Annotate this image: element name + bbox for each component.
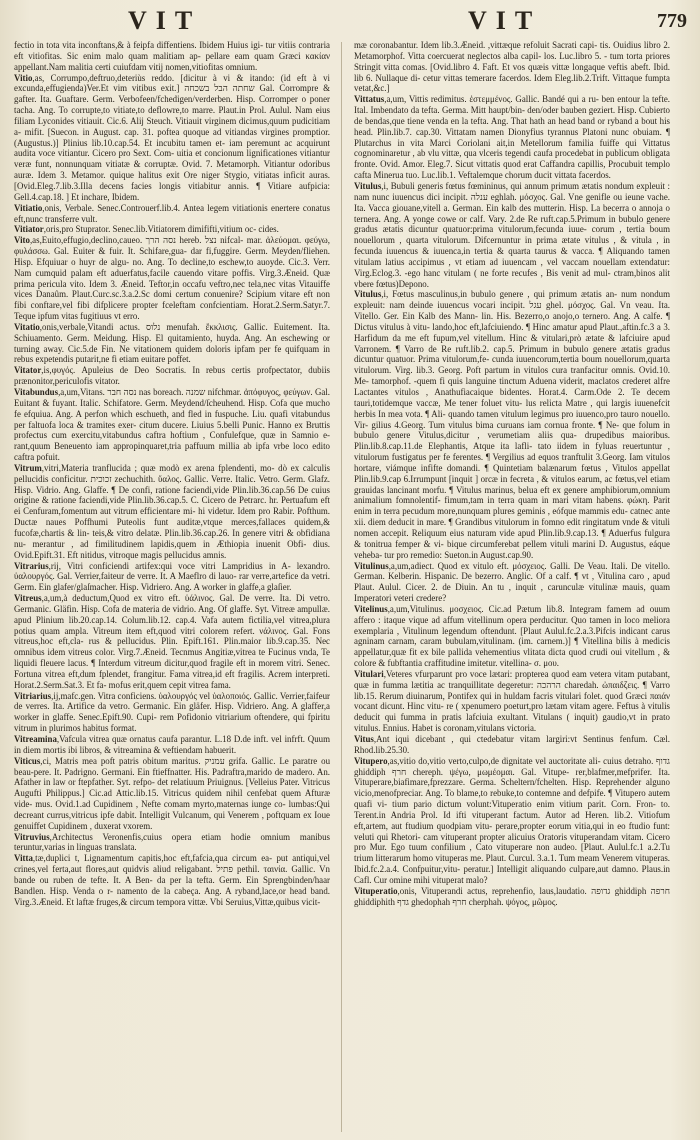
- dictionary-entry: [14, 853, 330, 907]
- entry-text: ,oris,pro Stuprator. Senec.lib.Vitiatorem dimififti,vitium oc- cides.: [43, 224, 279, 235]
- entry-text: ,a,um, Vittis redimitus. ἐστεμμένος. Gallic. Bandé qui a ru- ben entour la tefte. Ital. Imbendato da tefta. Germa. Mitt haupt/bin- den/oder bauben geziert. Hisp. Cubierto de bendas,que tiene venda en la tefta. Ang. That hath an head band or ryband a bout his head. Plin.lib.7. cap.30. Vittatam namen Dionyfius tyrannus Platoni nunc obuiam. ¶ Plutarchus in vita Marci Coriolani ait,in Metellorum familia fuiffe qui Vittatus cognominaretur , ab vlu vittæ, qua vlceris tegendi caufa procedebat in publicum obligata fronte. Ovid. Amor. Eleg.7. Sicut vittatis quod erat Caffandra capillis, Procubuit templo cafta Minerua tuo. Luc.lib.1. Veftalemque chorum ducit vittata facerdos.: [354, 94, 670, 181]
- entry-text: ,as,vitio do,vitio verto,culpo,de dignitate vel auctoritate ali- cuius detraho. גדוף ghiddiph חרף chereph. ψέγω, μωμέομαι. Gal. Vitupe- rer,blafmer,mefprifer. Ita. Vituperare,biafimare,fprezzare. Germa. Scheltern/fchelten. Hisp. Reprehender alguno vicio,menofpreciar. Ang. To blame,to rebuke,to contemne and defpife. ¶ Vitupero autem quafi vi- tium pario dictum volunt:Vituperatio enim vitium parit. Corn. Fron- to. Terent.in Andria Prol. Id ifti vituperant factum. Autor ad Heren. lib.2. Vitiofum eft,artem, aut ftudium quodpiam vitu- perare,propter eorum vitia,qui in eo ftudio funt: veluti qui Rhetori- cam vituperant propter alicuius Oratoris vituperandam vitam. Cicero pro Mur. Ego tuum confilium , Cato vituperare non audeo. [Plaut. Aulul.fc.1 a.2.Tu trium litterarum homo vituperas me. Plaut. Curcul. 3.a.1. Tum meam Venerem vituperas. Ibid.fc.2.a.4. Confpuitur,vitu- peratur.] Intelligit aliquando culpare,aut damno. Plaus.in Cafl. Cur omine mihi vituperat malo?: [354, 755, 670, 885]
- entry-headword: Vitabundus: [14, 387, 59, 397]
- dictionary-entry: [14, 463, 330, 561]
- entry-text: ,rij, Vitri conficiendi artifex:qui voce vitri Lampridius in A- lexandro. ὑαλουργός. Gal. Verrier,faiteur de verre. It. A Maeflro di lauo- rar verre,artefice da vetri. Germ. Ein glafer/glaſmacher. Hisp. Vidriero. Ang. A worker in glaffe,a glaſier.: [14, 560, 330, 593]
- entry-headword: Vitriarius: [14, 690, 52, 701]
- entry-text: ,ci, Matris mea poft patris obitum maritus. עמניק grifa. Gallic. Le paratre ou beau-pere. It. Padrigno. Germani. Ein ftieffnatter. His. Padraftra,marido de madero. An. Afather in law or ftepfather. Syt. refpo- det relatiuum Priuignus. [Velleius Pater. Vitricus Augufti Philippus.] Cic.ad Attic.lib.15. Vitricus quidem nihil cenfebat quem Afturæ vide- mus. Ovid.1.ad Cupidinem , Nefte comam myrto,maternas iunge co- lumbas:Qui decreant currus,vitricus ipfe dabit. Intelligit Vulcanum, qui Venerem , poftquam ex Ioue genuiffet Cupidinem , duxerat vxorem.: [14, 755, 330, 831]
- dictionary-entry: [14, 322, 330, 365]
- dictionary-entry: [14, 756, 330, 832]
- entry-text: ,onis, Vituperandi actus, reprehenfio, laus,laudatio. גדופה ghiddiph חרפה ghiddiphith גדף ghedophah חרף cherphah. ψόγος, μῶμος.: [354, 885, 670, 907]
- entry-text: mæ coronabantur. Idem lib.3.Æneid. ,vittæque refoluit Sacrati capi- tis. Ouidius libro 2. Metamorphof. Vitta coercuerat neglectos alba capil- los. Luc.libro 5. - tum torta priores Stringit vitta comas. [Ovid.libro 4. Faft. Et vos quæis vittæ longaque veftis abeft. Ibid. lib 6. Nullaque di- cetur vittas temerare facerdos. Idem Eleg.lib.2.Trift. Vittaque fumpta vetat,&c.]: [354, 40, 670, 94]
- entry-text: ,vitri,Materia tranflucida ; quæ modò ex arena fplendenti, mo- dò ex calculis pellucidis conficitur. זכוכית zechuchith. ὕαλος. Gallic. Verre. Italic. Vetro. Germ. Glafz. Hisp. Vidrio. Ang. Glaffe. ¶ De confi, ratione faciendi,vide Plin.lib.36.cap.56 De cuius origine & ratione faciendi,vide Plin.lib.36.cap.5. C. Cicero de Petrarc. hr. Pertuafum eft ei Cenfuram,fomentum aut vitrum efficientare mi- hi videtur. Idem pro Rabir. Pofthum. Ductæ naues Poffhumi Puteolis funt auditæ,vtque merces,fallaces quidem,& fucofæ,chartis & lin- teis,& vitro delatæ. Plin.lib.36.cap.26. In genere vitri & obfidiana nu- merantur , ad fimilitudinem lapidis,quem in Æthiopia inuenit Obfi- dius. Ovid.Epift.31. Eft nitidus, vitroque magis pellucidus amnis.: [14, 462, 330, 560]
- entry-text: fectio in tota vita inconftans,& à feipfa diffentiens. Ibidem Huius igi- tur vitiis contraria eft vitiofitas. Sic enim malo quam malitiam ap- pellare eam quam Græci κακίαν appellant.Nam malitia certi cuiufdam vitij nomen,vitiofitas omnium.: [14, 40, 330, 72]
- running-head-left: VIT: [128, 6, 202, 35]
- entry-text: ,Vafcula vitrea quæ ornatus caufa parantur. L.18 D.de inft. vel infrft. Quum in diem mortis ibi libros, & vitreamina & veftiendam habuerit.: [14, 734, 330, 755]
- entry-headword: Vitruvius: [14, 831, 50, 842]
- entry-text: ,Architectus Veronenfis,cuius opera etiam hodie omnium manibus teruntur,varias in linguas translata.: [14, 831, 330, 853]
- entry-text: ,i, Bubuli generis fœtus fœmininus, qui annum primum ætatis nondum expleuit : nam nunc iuuencus dici incipit. ענלה eghlah. μόσχος. Gal. Vne genifle ou ieune vache. Ita. Vacca giouane,vitell a. German. Ein kalb des mutterin. Hisp. La becerra o annoja o ternera. Ang. A yonge cowe or calf. Vary. 2.de Re ruft.cap.5.Primum in bubulo genere gradus ætatis dicuntur quatuor:prima vitulorum,fecunda iuue- corum , tertia boum nouellorum , quarta vitulorum. Difcernuntur in prima ætate vitulus , & vitula , in fecunda iuuencus & iuuenca,in tertia & quarta taurus & vacca. ¶ Aliquando tamen vitulam latius accipimus , vt etiam ad iuuencam , vel vaccam nouellam extendatur: Virg.Eclog.3. -ego hanc vitulam ( ne forte recufes , Bis venit ad mul- ctram,binos alit vbere fœtus)Depono.: [354, 180, 670, 289]
- left-column: [14, 40, 330, 1134]
- entry-headword: Vittatus: [354, 94, 385, 105]
- dictionary-entry: [14, 224, 330, 235]
- entry-headword: Vitulus: [354, 289, 382, 300]
- dictionary-entry: [354, 181, 670, 289]
- column-divider: [341, 42, 342, 1132]
- dictionary-entry: [14, 593, 330, 691]
- dictionary-entry: [14, 235, 330, 322]
- entry-text: ,Ant iqui dicebant , qui ctedebatur vitam largiri:vt Sentinus fenfum. Cæl. Rhod.lib.25.30.: [354, 734, 670, 755]
- entry-headword: Vitiatio: [14, 202, 43, 213]
- dictionary-entry: [14, 40, 330, 73]
- entry-text: ,onis, Verbale. Senec.Controuerf.lib.4. Antea legem vitiationis enertere conatus eft,nunc transferre vult.: [14, 202, 330, 224]
- dictionary-entry: [354, 756, 670, 886]
- dictionary-entry: [14, 561, 330, 594]
- entry-headword: Vitrarius: [14, 560, 49, 571]
- dictionary-entry: [14, 387, 330, 463]
- entry-text: ,a,um,Vitans. נסה חבר nas boreach. שמנה nifchmar. ἀπόφυγος, φεύγων. Gal. Euitant & fuyant. Italic. Schifatore. Germ. Meydend/ſcheuhend. Hisp. Cofa que mucho fe efquiua. Ang. A perfon which eschueth, and fled in fuspuche. Liu. quafi vitabundus per faltuofa loca & tramites exer- citum ducere. Liuius 5.belli Punic. Hanno ex Bruttis profectus cum exercitu,vitabundus caftra hoftium , Confulefque, quæ in Samnio e- rant,quum Beneuento iam appropinquaret,tria paffuum millia ab ipfa vrbe loco edito caftra pofuit.: [14, 387, 330, 463]
- entry-headword: Vitupero: [354, 755, 388, 766]
- entry-headword: Vitulari: [354, 668, 384, 679]
- dictionary-entry: [14, 73, 330, 203]
- dictionary-entry: [14, 365, 330, 387]
- entry-headword: Vitulinus: [354, 560, 389, 571]
- entry-headword: Vitreus: [14, 593, 42, 604]
- dictionary-entry: [354, 886, 670, 908]
- entry-text: ,is,φυγός. Apuleius de Deo Socratis. In rebus certis profpectator, dubiis prænonitor,periculofis vitator.: [14, 365, 330, 387]
- dictionary-entry: [354, 604, 670, 669]
- entry-headword: Vito: [14, 235, 30, 246]
- dictionary-entry: [354, 561, 670, 604]
- entry-text: ,a,um,Vitulinus. μοσχειος. Cic.ad Pætum lib.8. Integram famem ad ouum affero : itaque vique ad affum vitellinum opera perducitur. Quo tamen in loco meliora exemplaria , Vitulinum legendum oftendunt. [Plaut Aulul.fc.2.a.3.Pifcis indicant carus agninam carnam, caram bubulam,vitulinam. (im. carnem.)] ¶ Vitellina bilis à medicis appellatur,quæ fit ex bile pallida vehementius vlitata dicta quod crudi oui vitellum , & colore & fubftantia craffitudine imitetur. vitellina- σ. μου.: [354, 603, 670, 669]
- entry-headword: Vitus: [354, 734, 374, 744]
- dictionary-entry: [14, 734, 330, 756]
- entry-headword: Vitulus: [354, 180, 382, 191]
- page-number: 779: [657, 10, 687, 32]
- entry-headword: Vitrum: [14, 462, 42, 473]
- entry-text: ,onis,verbale,Vitandi actus. נלוס menufah. ἔκκλισις. Gallic. Euitement. Ita. Schiuamento. Germ. Meidung. Hisp. El quitamiento, huyda. Ang. An eschewing or turning away. Cic.5.de Fin. Ne vitationem quidem doloris ipfam per fe quifquam in rebus expetendis putarit,ne fi etiam euitare poffet.: [14, 321, 330, 365]
- entry-text: ,a,um,adiect. Quod ex vitulo eft. μόσχειος. Galli. De Veau. Itali. De vitello. German. Kelberin. Hispanic. De bezerro. Anglic. Of a calf. ¶ vt , Vitulina caro , apud Plaut. Aulul. Cicer. 2. de Diuin. An tu , inquit , carunculæ vitulinæ mauis, quam Imperatori veteri credere?: [354, 560, 670, 604]
- entry-headword: Vitatio: [14, 321, 40, 332]
- entry-headword: Vitiator: [14, 224, 44, 235]
- dictionary-entry: [354, 734, 670, 756]
- entry-headword: Viticus: [14, 755, 41, 766]
- entry-headword: Vitator: [14, 365, 42, 376]
- entry-text: ,Veteres vfurparunt pro voce lætari: propterea quod eam vetera vitam putabant, quæ in fumma lætitia ac tranquillitate degeretur: הרהכה charedah. ὠπαιδζεις. ¶ Varro lib.15. Rerum diuinarum, Pontifex qui in huldam facris vitulari folet. quod Græci παιάν vocant dicunt. Hinc vitu- re ( xpenumero poeturt,pro lætam vitam agere. Feftus à vitulis deducit qui fumma in pratis lafciuia exultant. Vitulans ( inquit) gaudio,vt in prato vitulus. Ennius. Habet is coronam,vitulans victoria.: [354, 668, 670, 734]
- entry-headword: Vitelinus: [354, 603, 388, 614]
- dictionary-entry: [14, 691, 330, 734]
- dictionary-entry: [354, 669, 670, 734]
- entry-headword: Vitta: [14, 853, 33, 864]
- dictionary-entry: [354, 289, 670, 560]
- entry-headword: Vitio: [14, 72, 33, 83]
- entry-text: ,tæ,duplici t, Lignamentum capitis,hoc eft,fafcia,qua circum ea- put antiqui,vel crines,vel ferta,aut flores,aut quidvis aliud religabant. פתיל pethil. ταινία. Gallic. Vn bande ou ruben de tefte. It. A Ben- da per la tefta. Germ. Ein Sprengbinden/haar Bandlen. Hisp. Venda o r- namento de la cabeça. Ang. A ryband,lace,or head band. Virg.3.Æneid. Et laftæ fruges,& circum tempora vittæ. Vbi Seruius,Vittæ,quibus vicit-: [14, 853, 330, 907]
- entry-text: ,as, Corrumpo,deftruo,deteriùs reddo. [dicitur à vi & itando: (id eft à vi excunda,effugienda)Ver.Et vim vitibus exit.] שחתה הבל בשכחה Gal. Corrompre & gafter. Ita. Guaftare. Germ. Verbofeen/fchedigen/verderben. Hisp. Corromper o poner tacha. Ang. To corrupte,to vitiate,to deflowre,to marre. Plaut.in Prol. Aulul. Nam eius filiam Lyconides vitiauit. Cic.6. Alij Steuch. Vitiauit virginem dicimus,quum pudicitiam a- mifit. [Suecon. in August. cap. 31. poftea quoque ad vitiandas virgines promptior.(Augustus.)] Plinius lib.10.cap.54. Et incubitu tamen et- iam peremunt ac acquirunt audita voce vitiantur. Cicero pro Sext. Com- uitia et concionum lignificationes vitiantur veræ funt, nonnunquam vitiatæ & corruptæ. Ovid. 7. Metamorph. Vitiantur odoribus auræ. Idem 3. Metamor. quique halitus exit Ore niger Stygio, vitiatas inficit auras. [Ovid.Eleg.7.lib.3.Illa decens facies longis vitiabitur annis. ¶ Vitiare aufpicia: Gell.4.cap.18. ] Et inchare, Ibidem.: [14, 72, 330, 202]
- entry-text: ,as,Euito,effugio,declino,caueo. נסה הרך hereb. נצל nifcal- mar. ἀλεύομαι. φεύγω, φυλάσσω. Gal. Euiter & fuir. It. Schifare,gua- dar fi,fuggire. Germ. Meyden/fliehen. Hisp. Efquiuar o huyr de algu- no. Ang. To decline,to eschew,to auoyde. Cic.3. Verr. Nam cumquid palam eft aduerfatus,facile cauendo vitare poffis. Virg.3.Æneid. Quæ prima pericula vito. Idem 3. Æneid. Teftor,in occafu veftro,nec tela,nec vitas Vitauiffe vices Danaûm. Plaut.Curc.sc.3.a.2.Sc domi certum conuenire? Scipium vitare eft non fibi conftare,vel fibi difplicere propter fceleftam confcientiam. Horat.2.Serm.Satyr.7. Teque ipfum vitas fugitiuus vt erro.: [14, 235, 330, 322]
- entry-text: ,i, Fœtus masculinus,in bubulo genere , qui primum ætatis an- num nondum expleuit: nam deinde iuuencus vocari incipit. עגל ghel. μόσχος. Gal. Vn veau. Ita. Vitello. Ger. Ein Kalb des Mann- lin. His. Bezerro,o anojo,o ternero. Ang. A calfe. ¶ Dictus vitulus à vitu- lando,hoc eft,lafciuiendo. ¶ Hinc amatur apud Plaut.,aftin.fc.3 a 3. Harfidum da me eft fupum,vel vitellum. Hinc & vitulari,prò ætate & lafciuire apud Varronem. ¶ Varro de Re ruft.lib.2. cap.5. Primum in bubulo genere ætatis gradus dicuntur quatuor. Prima vitulorum,fe- cunda iuuencorum,tertia boum nouellorum,quarta vitulorum. Virg. lib.3. Georg. Poft partum in vitulos cura tranfacitur omnis. Ovid.10. Me- tamorphof. -quem fi quis languine tinctum Aduena viderit, maclatos crederet alfre Lactantes vitulos , Anathufiacaique bidentes. Horat.4. Carm.Ode 2. Te decem tauri,totidemque vaccæ, Me tener foluet vitu- lus relicta Matre , qui largis iuuenefcit herbis In mea vota. ¶ Ali- quando tamen vitulum legimus pro iuuenco,pro tauro nouello. Vir- gilius 4.Georg. Tum vitulus bima curuans iam cornua fronte. ¶ Ne- que folum in bubulo genere Vitulus,dicitur , verumetiam aliis qua- drupedibus maioribus. Plin.lib.8.cap.11.de Elephantis, Atque ita lafli- tato iidem in fyluas reuertuntur , vitulorum fustigatus per fe ferentes. ¶ Vergilius ad equos tranftulit 3.Georg. Iam vitulos hortare, viámque infifte domandi. ¶ Quintetiam balænarum fœtus , Vitulos appellat Plin.lib.9.cap 6.Irrumpunt [inquit ] orcæ in fecreta , & vitulos earum, ac fœtus,vel etiam grauidas lancinant morfu. ¶ Vitulus marinus, belua eft ex genere amphibiorum,omnium animalium fomnolentif- fimum,tam in terra quam in mari vitam habens. φώκη. Parit enim in terra pecudum more,nunquam plures geminis , eófque mammis edu- catnec ante xii. diem deducit in mare. ¶ Grandibus vitulorum in fomno edit ringitatum vnde & vituli nomen accepit. Reliquum eius naturam vide apud Plin.lib.9.cap.13. ¶ Aduerfus fulgura & tonitrua femper & vi- bique circumferebat pellem vituli marini D. Augustus, eáque veheba- tur pro remedio: Sueton.in August.cap.90.: [354, 289, 670, 560]
- dictionary-entry: [14, 832, 330, 854]
- dictionary-entry: [354, 94, 670, 181]
- dictionary-entry: [14, 203, 330, 225]
- running-head-right: VIT: [468, 6, 542, 35]
- right-column: [354, 40, 670, 1134]
- entry-headword: Vituperatio: [354, 885, 398, 896]
- entry-text: ,ij,mafc.gen. Vitra conficiens. ὑαλουργός vel ὑαλοποιός. Gallic. Verrier,faifeur de verres. Ita. Artifice da vetro. Germanic. Ein gläfer. Hisp. Vidriero. Ang. A glaffer,a worker in glaffe. Senec.Epift.90. Cupi- rem Pofidonio vitriarium oftendere, qui fpiritu vitrum in plurimos habitus format.: [14, 690, 330, 734]
- dictionary-entry: [354, 40, 670, 94]
- entry-headword: Vitreamina: [14, 734, 57, 744]
- entry-text: ,a,um,à deductum,Quod ex vitro eft. ὑάλινος. Gal. De verre. Ita. Di vetro. Germanic. Gläfin. Hisp. Cofa de materia de vidrio. Ang. Of glaffe. Syt. Vitreæ ampullæ. apud Plinium lib.20.cap.14. Colum.lib.12. cap.4. Vafa autem fictilia,vel vitrea,plura potius quam ampla. Vitreum item eft,quod vitri colorem refert. νάλινος. Gal. Fons vitreus,hoc eft,cla- rus & pellucidus. Plin. Epift.161. Plin.maior lib.9.cap.35. Nec omnibus idem vitreus color. Virg.7.Æneid. Tecnmus Angitiæ,vitrea te Fucinus vnda, Te liquidi fleuere lacus. ¶ Interdum vitreum dicitur,quod fragile eft in morem vitri. Senec. Fortuna vitrea eft,dum fplendet, frangitur. Fama vitrea,id eft fragilis. Acrem interpreti. Horat.2.Serm.Sat.3. Et fa- mofus erit,quem cepit vitrea fama.: [14, 593, 330, 690]
